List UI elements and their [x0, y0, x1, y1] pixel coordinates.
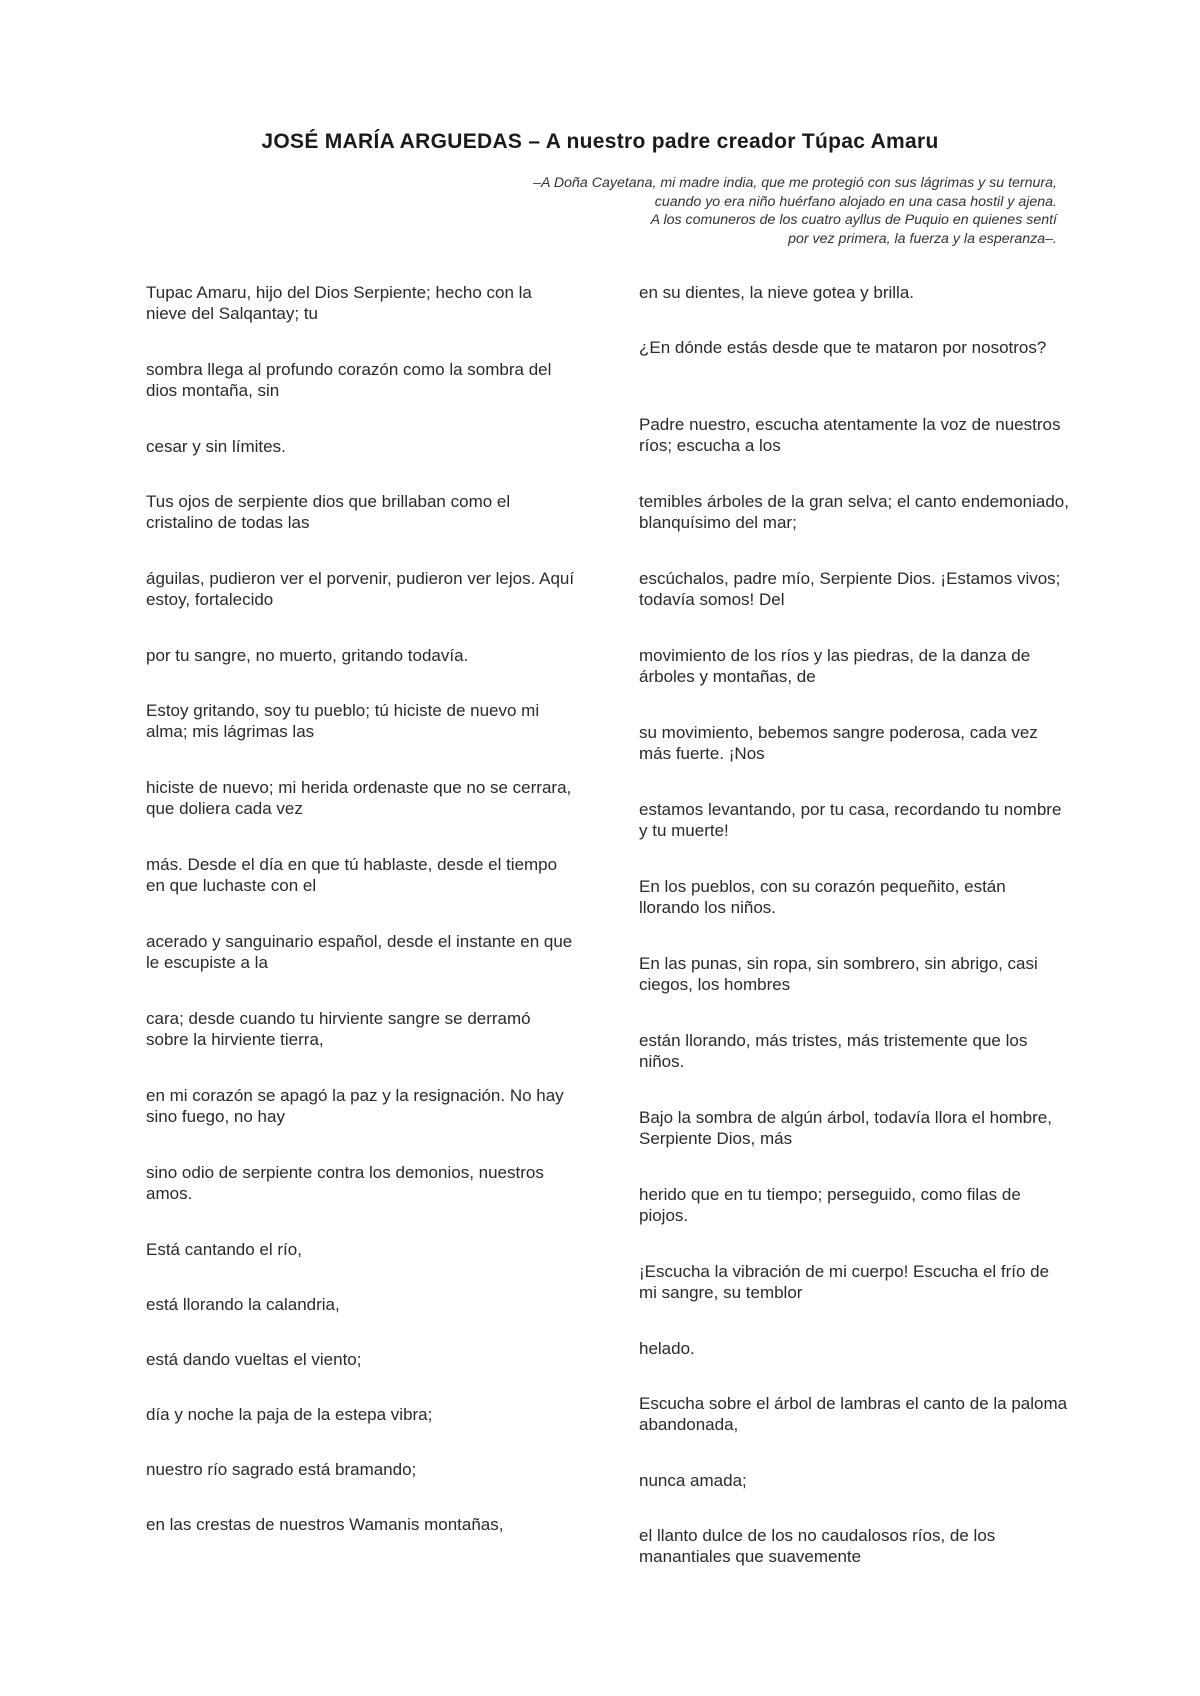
stanza: Escucha sobre el árbol de lambras el canto de la paloma abandonada, [639, 1394, 1068, 1434]
page-title: JOSÉ MARÍA ARGUEDAS – A nuestro padre creador Túpac Amaru [261, 130, 939, 153]
stanza: nunca amada; [639, 1471, 747, 1490]
stanza: En los pueblos, con su corazón pequeñito, están llorando los niños. [639, 877, 1006, 917]
stanza: escúchalos, padre mío, Serpiente Dios. ¡Estamos vivos; todavía somos! Del [639, 569, 1061, 609]
stanza: están llorando, más tristes, más tristemente que los niños. [639, 1031, 1028, 1071]
stanza: cesar y sin límites. [146, 437, 286, 456]
stanza: Tus ojos de serpiente dios que brillaban como el cristalino de todas las [146, 492, 511, 532]
stanza: sombra llega al profundo corazón como la sombra del dios montaña, sin [146, 360, 552, 400]
stanza: día y noche la paja de la estepa vibra; [146, 1405, 433, 1424]
stanza: Padre nuestro, escucha atentamente la voz de nuestros ríos; escucha a los [639, 415, 1061, 455]
stanza: ¡Escucha la vibración de mi cuerpo! Escucha el frío de mi sangre, su temblor [639, 1262, 1050, 1302]
stanza: temibles árboles de la gran selva; el canto endemoniado, blanquísimo del mar; [639, 492, 1069, 532]
stanza: movimiento de los ríos y las piedras, de la danza de árboles y montañas, de [639, 646, 1031, 686]
dedication [357, 174, 1057, 248]
stanza: águilas, pudieron ver el porvenir, pudieron ver lejos. Aquí estoy, fortalecido [146, 569, 575, 609]
stanza: en mi corazón se apagó la paz y la resignación. No hay sino fuego, no hay [146, 1086, 564, 1126]
stanza: más. Desde el día en que tú hablaste, desde el tiempo en que luchaste con el [146, 855, 558, 895]
dedication-line: A los comuneros de los cuatro ayllus de Puquio en quienes sentí [650, 212, 1057, 228]
stanza: helado. [639, 1339, 695, 1358]
stanza: su movimiento, bebemos sangre poderosa, cada vez más fuerte. ¡Nos [639, 723, 1038, 763]
dedication-line: cuando yo era niño huérfano alojado en una casa hostil y ajena. [654, 193, 1057, 210]
stanza: en su dientes, la nieve gotea y brilla. [639, 283, 915, 302]
stanza: Estoy gritando, soy tu pueblo; tú hiciste de nuevo mi alma; mis lágrimas las [146, 701, 540, 741]
stanza: Está cantando el río, [146, 1240, 302, 1259]
stanza: en las crestas de nuestros Wamanis montañas, [146, 1515, 504, 1534]
stanza: Tupac Amaru, hijo del Dios Serpiente; hecho con la nieve del Salqantay; tu [146, 283, 532, 323]
stanza: nuestro río sagrado está bramando; [146, 1460, 417, 1479]
stanza: está dando vueltas el viento; [146, 1350, 362, 1369]
stanza: herido que en tu tiempo; perseguido, como filas de piojos. [639, 1185, 1021, 1225]
stanza: está llorando la calandria, [146, 1295, 340, 1314]
stanza: sino odio de serpiente contra los demonios, nuestros amos. [146, 1163, 544, 1203]
stanza: cara; desde cuando tu hirviente sangre se derramó sobre la hirviente tierra, [146, 1009, 531, 1049]
dedication-line: –A Doña Cayetana, mi madre india, que me protegió con sus lágrimas y su ternura, [533, 175, 1057, 191]
stanza: acerado y sanguinario español, desde el instante en que le escupiste a la [146, 932, 573, 972]
stanza: Bajo la sombra de algún árbol, todavía llora el hombre, Serpiente Dios, más [639, 1108, 1052, 1148]
stanza: hiciste de nuevo; mi herida ordenaste que no se cerrara, que doliera cada vez [146, 778, 572, 818]
stanza: ¿En dónde estás desde que te mataron por nosotros? [639, 338, 1047, 357]
stanza: En las punas, sin ropa, sin sombrero, sin abrigo, casi ciegos, los hombres [639, 954, 1038, 994]
dedication-line: por vez primera, la fuerza y la esperanza–. [788, 230, 1057, 247]
stanza: estamos levantando, por tu casa, recordando tu nombre y tu muerte! [639, 800, 1062, 840]
stanza: por tu sangre, no muerto, gritando todavía. [146, 646, 469, 665]
stanza: el llanto dulce de los no caudalosos ríos, de los manantiales que suavemente [639, 1526, 996, 1566]
